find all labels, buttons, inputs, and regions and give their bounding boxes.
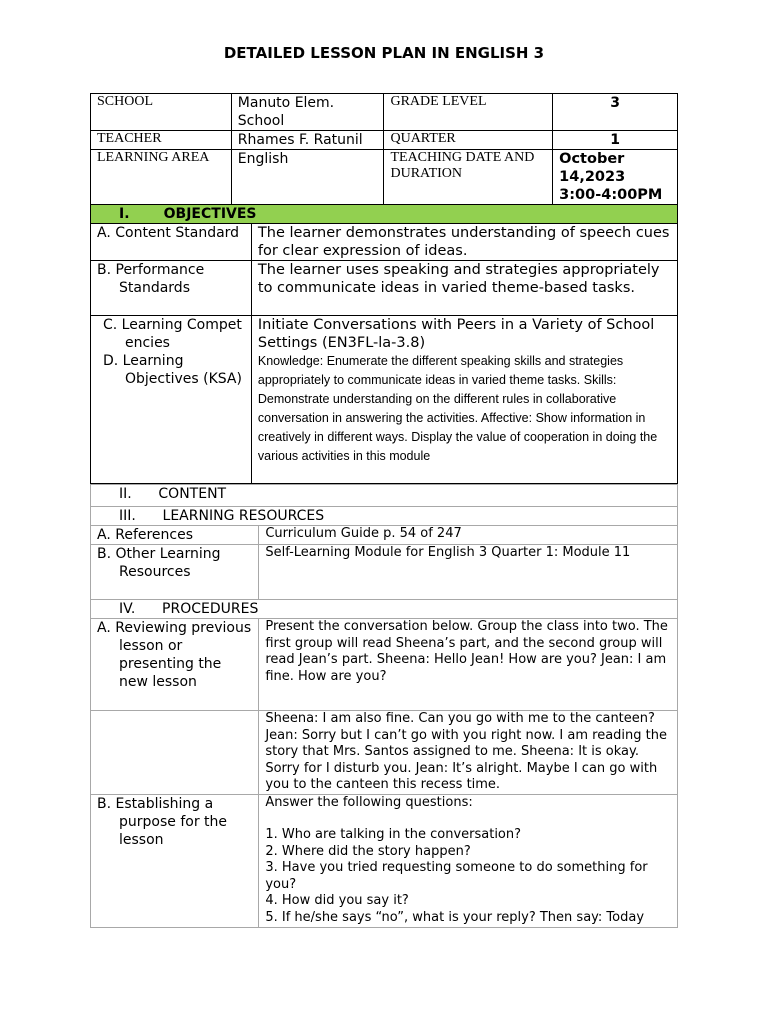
- quarter-value: 1: [553, 131, 678, 150]
- objectives-ksa-label: D. Learning Objectives (KSA): [103, 353, 242, 387]
- reviewing-empty-cell: [91, 711, 259, 795]
- area-label: LEARNING AREA: [91, 150, 232, 206]
- content-heading: II. CONTENT: [91, 485, 678, 507]
- performance-standard-text: The learner uses speaking and strategies appropriately to communicate ideas in varied theme-based tasks.: [251, 261, 677, 316]
- objectives-table: [90, 204, 678, 484]
- purpose-cell: [259, 794, 678, 927]
- purpose-label: B. Establishing a purpose for the lesson: [91, 794, 259, 927]
- reviewing-text-continued: Sheena: I am also fine. Can you go with me to the canteen? Jean: Sorry but I can’t go with you right now. I am reading the story that Mrs. Santos assigned to me. Sheena: It is okay. Sorry for I disturb you. Jean: It’s alright. Maybe I can go with you to the canteen this recess time.: [259, 711, 678, 795]
- competencies-text-cell: [251, 316, 677, 484]
- teacher-value: Rhames F. Ratunil: [231, 131, 384, 150]
- question-item: 1. Who are talking in the conversation?: [265, 827, 522, 842]
- purpose-intro: Answer the following questions:: [265, 794, 473, 810]
- performance-standard-label: B. Performance Standards: [91, 261, 252, 316]
- grade-value: 3: [553, 94, 678, 131]
- references-value: Curriculum Guide p. 54 of 247: [259, 526, 678, 545]
- quarter-label: QUARTER: [384, 131, 553, 150]
- school-label: SCHOOL: [91, 94, 232, 131]
- school-value: Manuto Elem. School: [231, 94, 384, 131]
- references-label: A. References: [91, 526, 259, 545]
- area-value: English: [231, 150, 384, 206]
- ksa-text: Knowledge: Enumerate the different speaking skills and strategies appropriately to communicate ideas in varied theme tasks. Skills: Demonstrate understanding on the different rules in collaborative conversation in answering the activities. Affective: Show information in creatively in different ways. Display the value of cooperation in doing the various activities in this module: [257, 354, 658, 463]
- content-standard-label: A. Content Standard: [91, 224, 252, 261]
- procedures-table: [90, 484, 678, 928]
- procedures-heading: IV. PROCEDURES: [91, 600, 678, 619]
- teacher-label: TEACHER: [91, 131, 232, 150]
- header-table: [90, 93, 678, 206]
- date-label: TEACHING DATE AND DURATION: [384, 150, 553, 206]
- resources-heading: III. LEARNING RESOURCES: [91, 507, 678, 526]
- grade-label: GRADE LEVEL: [384, 94, 553, 131]
- question-item: 4. How did you say it?: [265, 893, 409, 908]
- question-item: 5. If he/she says “no”, what is your reply? Then say: Today: [265, 909, 645, 925]
- content-standard-text: The learner demonstrates understanding of speech cues for clear expression of ideas.: [251, 224, 677, 261]
- objectives-heading: I. OBJECTIVES: [91, 205, 678, 224]
- competencies-label-cell: [91, 316, 252, 484]
- document-title: DETAILED LESSON PLAN IN ENGLISH 3: [223, 44, 545, 62]
- other-resources-value: Self-Learning Module for English 3 Quarter 1: Module 11: [259, 545, 678, 600]
- reviewing-text: Present the conversation below. Group the class into two. The first group will read Sheena’s part, and the second group will read Jean’s part. Sheena: Hello Jean! How are you? Jean: I am fine. How are you?: [259, 619, 678, 711]
- date-value: October 14,2023 3:00-4:00PM: [553, 150, 678, 206]
- competency-text: Initiate Conversations with Peers in a Variety of School Settings (EN3FL-la-3.8): [257, 317, 655, 351]
- question-item: 3. Have you tried requesting someone to do something for you?: [265, 860, 648, 892]
- question-item: 2. Where did the story happen?: [265, 843, 471, 859]
- reviewing-label: A. Reviewing previous lesson or presenting the new lesson: [91, 619, 259, 711]
- competencies-label: C. Learning Competencies: [103, 317, 242, 351]
- other-resources-label: B. Other Learning Resources: [91, 545, 259, 600]
